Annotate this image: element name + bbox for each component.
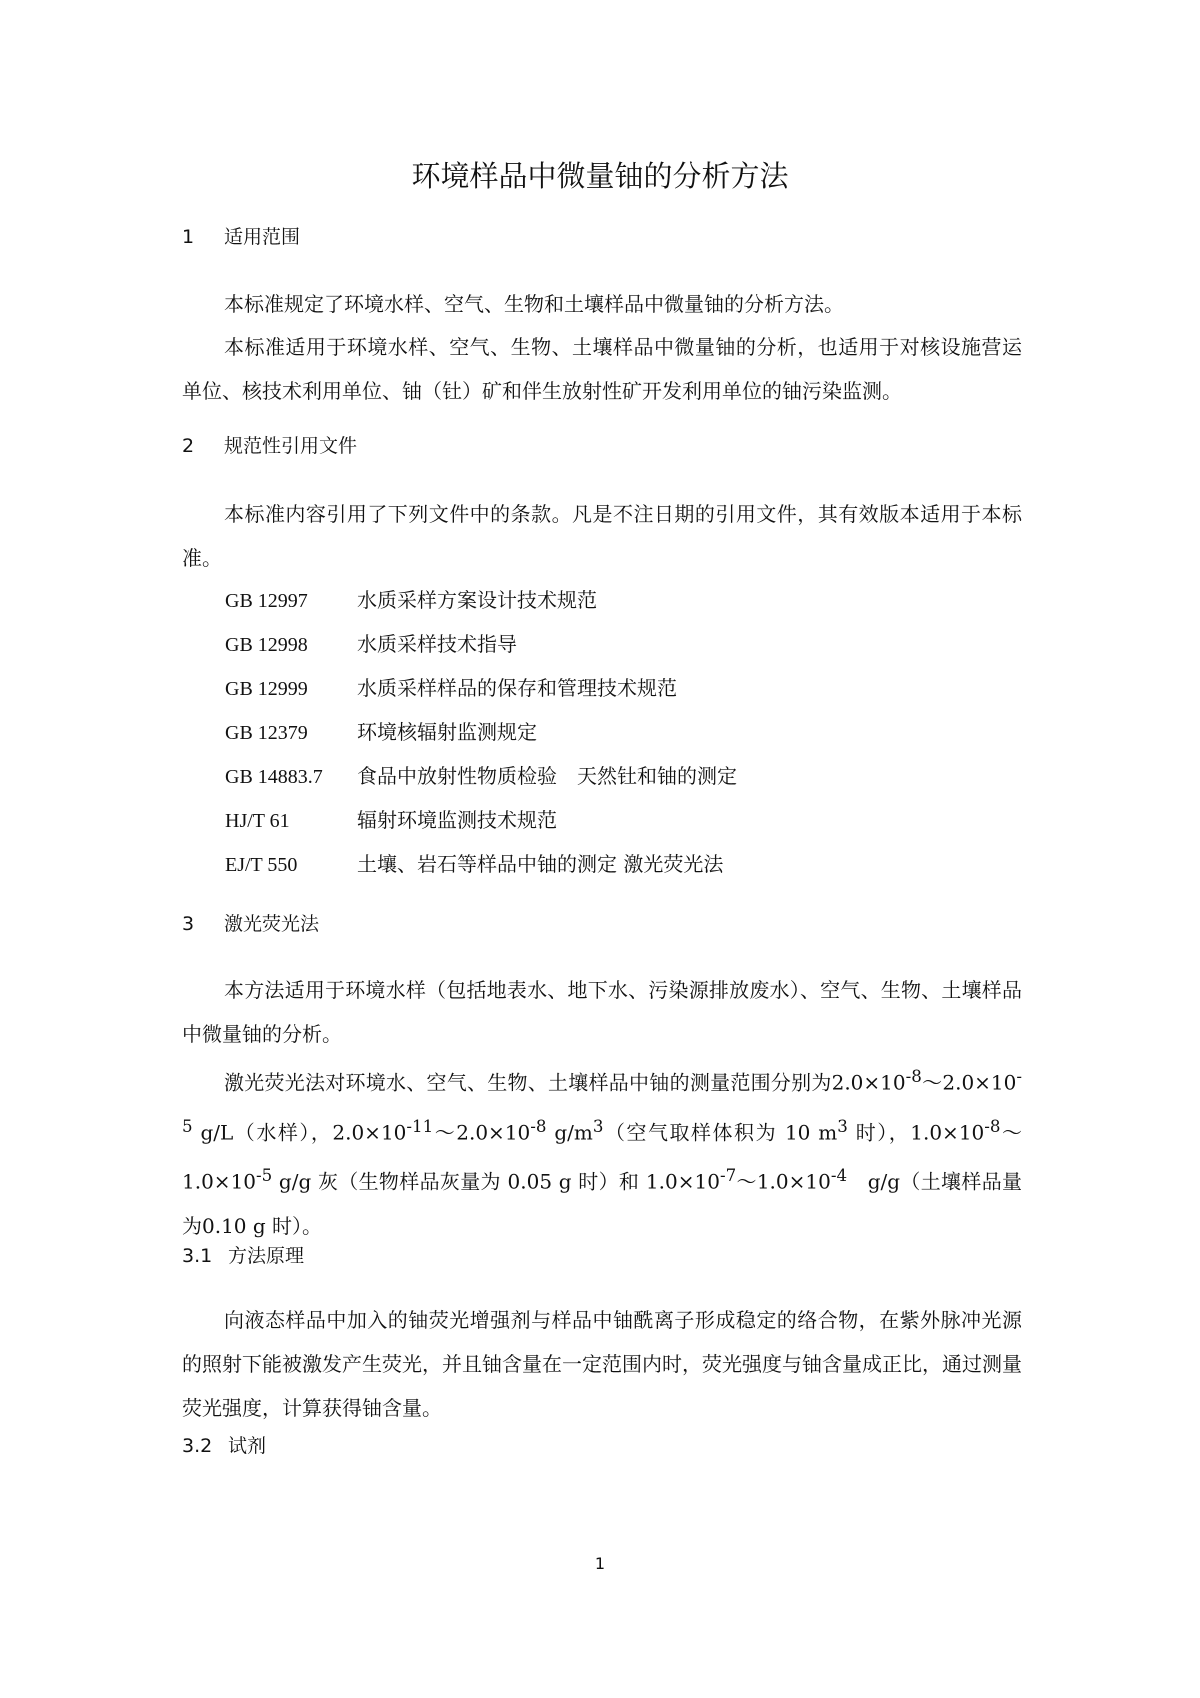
air-note-end: 时）， [847,1120,911,1145]
reference-item [225,630,517,659]
reference-name: 土壤、岩石等样品中铀的测定 激光荧光法 [357,852,724,876]
section-1-heading [182,223,300,251]
range-intro: 激光荧光法对环境水、空气、生物、土壤样品中铀的测量范围分别为 [224,1070,832,1095]
range-tilde: ～ [1000,1120,1023,1145]
section-title: 规范性引用文件 [224,435,358,457]
section-title: 适用范围 [224,226,301,248]
air-range-high: 2.0×10 [456,1120,531,1145]
reference-name: 环境核辐射监测规定 [357,720,537,744]
section-number: 1 [182,226,195,248]
exponent: -4 [830,1166,848,1186]
air-note: （空气取样体积为 10 m [603,1120,838,1145]
reference-item [225,850,723,879]
section-3-heading [182,910,319,938]
reference-name: 水质采样方案设计技术规范 [357,588,597,612]
section-3-1-paragraph: 向液态样品中加入的铀荧光增强剂与样品中铀酰离子形成稳定的络合物，在紫外脉冲光源的照射下能被激发产生荧光，并且铀含量在一定范围内时，荧光强度与铀含量成正比，通过测量荧光强度，计算获得铀含量。 [182,1308,1022,1420]
water-range-low: 2.0×10 [831,1070,906,1095]
section-number: 3.2 [182,1435,213,1457]
reference-code: GB 12998 [225,634,308,656]
exponent: -11 [406,1116,434,1136]
section-2-paragraph-1: 本标准内容引用了下列文件中的条款。凡是不注日期的引用文件，其有效版本适用于本标准。 [182,502,1022,570]
reference-name: 辐射环境监测技术规范 [357,808,557,832]
reference-code: GB 12997 [225,590,308,612]
exponent: -8 [984,1116,1001,1136]
reference-item [225,762,737,791]
soil-range-low: 1.0×10 [645,1169,720,1194]
water-unit: g/L（水样）， [192,1120,333,1145]
exponent: 3 [592,1116,604,1136]
exponent: -5 [256,1166,273,1186]
exponent: -5 [182,1067,1023,1136]
reference-item [225,718,537,747]
document-title: 环境样品中微量铀的分析方法 [411,159,789,193]
soil-range-high: 1.0×10 [756,1169,831,1194]
section-1-paragraph-2: 本标准适用于环境水样、空气、生物、土壤样品中微量铀的分析，也适用于对核设施营运单位、核技术利用单位、铀（钍）矿和伴生放射性矿开发利用单位的铀污染监测。 [182,335,1022,403]
page-number: 1 [594,1554,606,1573]
reference-name: 水质采样样品的保存和管理技术规范 [357,676,677,700]
reference-item [225,586,597,615]
reference-code: HJ/T 61 [225,810,290,832]
bio-unit: g/g 灰（生物样品灰量为 0.05 g 时）和 [272,1169,646,1194]
air-range-low: 2.0×10 [332,1120,407,1145]
measurement-range-paragraph [182,1055,1022,1248]
section-title: 激光荧光法 [224,913,320,935]
section-title: 方法原理 [228,1245,305,1267]
section-number: 3.1 [182,1245,213,1267]
bio-range-high: 1.0×10 [182,1169,257,1194]
section-number: 3 [182,913,195,935]
exponent: 3 [837,1116,848,1136]
reference-code: GB 12999 [225,678,308,700]
section-1-paragraph-1: 本标准规定了环境水样、空气、生物和土壤样品中微量铀的分析方法。 [224,292,844,316]
reference-item [225,806,557,835]
section-number: 2 [182,435,195,457]
range-end: 0.10 g 时）。 [202,1213,323,1238]
reference-code: GB 12379 [225,722,308,744]
air-unit: g/m [546,1120,593,1145]
section-3-paragraph-1: 本方法适用于环境水样（包括地表水、地下水、污染源排放废水）、空气、生物、土壤样品中微量铀的分析。 [182,978,1022,1046]
exponent: -8 [905,1067,922,1086]
reference-code: EJ/T 550 [225,854,298,876]
reference-item [225,674,677,703]
section-3-2-heading [182,1432,266,1460]
reference-name: 食品中放射性物质检验 天然钍和铀的测定 [357,764,737,788]
section-2-heading [182,432,357,460]
water-range-high: 2.0×10 [942,1070,1017,1095]
bio-range-low: 1.0×10 [910,1120,985,1145]
section-title: 试剂 [228,1435,267,1457]
range-tilde: ～ [921,1070,943,1095]
section-3-1-heading [182,1242,304,1270]
range-tilde: ～ [433,1120,457,1145]
exponent: -8 [530,1116,547,1136]
reference-code: GB 14883.7 [225,766,323,788]
soil-unit: g/g（土壤样品量为 [182,1169,1023,1238]
exponent: -7 [719,1166,737,1186]
reference-name: 水质采样技术指导 [357,632,517,656]
range-tilde: ～ [736,1169,757,1194]
